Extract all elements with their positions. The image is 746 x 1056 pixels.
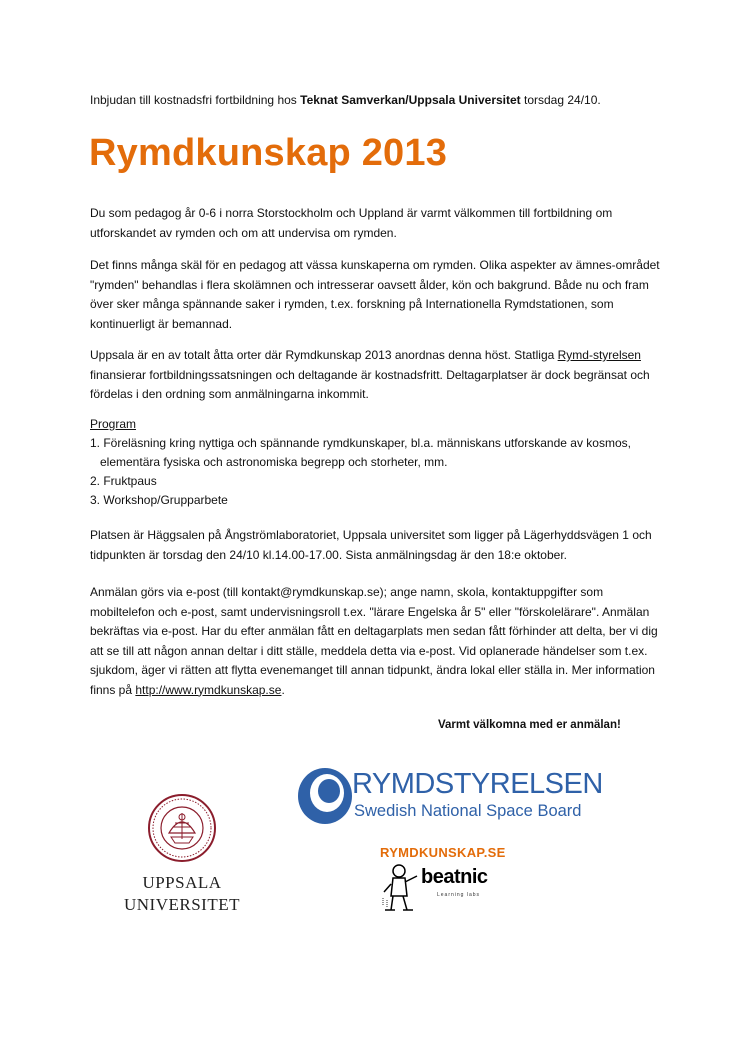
program-item-text: 2. Fruktpaus — [90, 474, 157, 488]
paragraph-location: Platsen är Häggsalen på Ångströmlaboratoriet, Uppsala universitet som ligger på Lägerhyddsvägen 1 och tidpunkten är torsdag den 24/10 kl.14.00-17.00. Sista anmälningsdag är den 18:e oktober. — [90, 528, 652, 562]
rymdstyrelsen-subtitle: Swedish National Space Board — [354, 802, 582, 820]
program-item-text: 1. Föreläsning kring nyttiga och spännande rymdkunskaper, bl.a. människans utforskande av kosmos, — [90, 436, 631, 450]
rymdstyrelsen-link[interactable]: Rymd-styrelsen — [557, 348, 641, 362]
funding-text-start: Uppsala är en av totalt åtta orter där Rymdkunskap 2013 anordnas denna höst. Statliga — [90, 348, 558, 362]
beatnic-logo — [381, 862, 526, 914]
program-heading: Program — [90, 417, 137, 431]
closing-line: Varmt välkomna med er anmälan! — [438, 719, 621, 731]
registration-text: Anmälan görs via e-post (till kontakt@rymdkunskap.se); ange namn, skola, kontaktuppgifter som mobiltelefon och e-post, samt undervisningsroll t.ex. "lärare Engelska år 5" eller "förskolelärare". Anmälan bekräftas via e-post. Har du efter anmälan fått en deltagarplats men sedan fått förhinder att delta, ber vi dig att se till att någon annan deltar i ditt ställe, meddela detta via e-post. Vid oplanerade händelser som t.ex. sjukdom, äger vi rätten att flytta evenemanget till annan tidpunkt, ändra lokal eller ställa in. Mer information finns på — [90, 585, 658, 697]
program-item-text-cont: elementära fysiska och astronomiska begrepp och storheter, mm. — [100, 455, 448, 469]
beatnic-wordmark: beatnic — [421, 866, 488, 888]
intro-organizer: Teknat Samverkan/Uppsala Universitet — [300, 93, 521, 107]
paragraph-reasons: Det finns många skäl för en pedagog att vässa kunskaperna om rymden. Olika aspekter av ämnes-området "rymden" behandlas i flera skolämnen och intresserar oavsett ålder, kön och bakgrund. Både nu och fram över sker många spännande saker i rymden, t.ex. forskning på Internationella Rymdstationen, som kontinuerligt är bemannad. — [90, 258, 660, 331]
uppsala-name-line2: UNIVERSITET — [124, 895, 240, 914]
rymdstyrelsen-emblem-icon — [296, 766, 354, 826]
intro-date: torsdag 24/10. — [520, 93, 601, 107]
website-link[interactable]: http://www.rymdkunskap.se — [135, 682, 282, 697]
paragraph-registration — [90, 583, 660, 700]
program-item — [90, 472, 690, 491]
program-item — [90, 434, 690, 472]
uppsala-name-line1: UPPSALA — [142, 873, 222, 892]
funding-text-end: finansierar fortbildningssatsningen och deltagande är kostnadsfritt. Deltagarplatser är dock begränsat och fördelas i den ordning som anmälningarna inkommit. — [90, 367, 650, 401]
paragraph-welcome: Du som pedagog år 0-6 i norra Storstockholm och Uppland är varmt välkommen till fortbildning om utforskandet av rymden och om att undervisa om rymden. — [90, 206, 613, 240]
beatnic-tagline: Learning labs — [437, 892, 481, 898]
intro-line — [90, 92, 690, 108]
page-title: Rymdkunskap 2013 — [89, 132, 448, 174]
rymdstyrelsen-logo — [296, 766, 603, 826]
program-item-text: 3. Workshop/Grupparbete — [90, 493, 228, 507]
intro-text: Inbjudan till kostnadsfri fortbildning hos — [90, 93, 301, 107]
registration-end: . — [281, 682, 285, 697]
uppsala-seal-icon — [147, 793, 217, 863]
uppsala-university-logo — [117, 793, 247, 916]
program-list — [90, 434, 690, 510]
paragraph-funding — [90, 346, 660, 405]
astronaut-figure-icon — [381, 862, 425, 914]
rymdkunskap-site-label: RYMDKUNSKAP.SE — [380, 845, 506, 860]
rymdstyrelsen-title: RYMDSTYRELSEN — [352, 768, 603, 800]
program-item — [90, 491, 690, 510]
